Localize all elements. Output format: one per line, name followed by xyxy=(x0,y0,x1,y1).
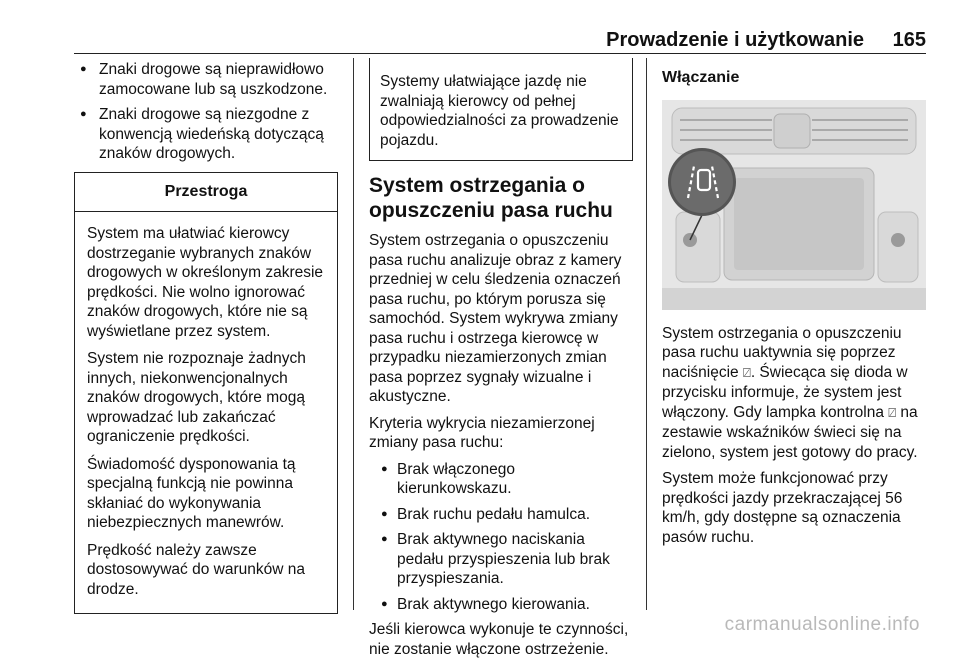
column-middle xyxy=(369,60,633,666)
note-text: Systemy ułatwiające jazdę nie zwalniają kierowcy od pełnej odpowiedzialności za prowadzenie pojazdu. xyxy=(380,73,619,149)
watermark: carmanualsonline.info xyxy=(724,614,920,635)
criteria-list xyxy=(369,460,633,615)
page-number: 165 xyxy=(892,29,926,51)
column-divider xyxy=(353,58,354,610)
list-item: ● Brak aktywnego kierowania. xyxy=(369,595,633,615)
activation-paragraph: System ostrzegania o opuszczeniu pasa ruchu uaktywnia się poprzez naciśnięcie ⍁. Świecąca się dioda w przycisku informuje, że system jest włączony. Gdy lampka kontrolna ⍁ na zestawie wskaźników świeci się na zielono, system jest gotowy do pracy. xyxy=(662,324,918,461)
section-outro: Jeśli kierowca wykonuje te czynności, nie zostanie włączone ostrzeżenie. xyxy=(369,621,629,658)
warning-paragraph: System nie rozpoznaje żadnych innych, niekonwencjonalnych znaków drogowych, które mogą wprowadzać lub zakańczać ograniczenie prędkości. xyxy=(87,350,306,445)
column-divider xyxy=(646,58,647,610)
page-header xyxy=(74,27,926,54)
page-title: Prowadzenie i użytkowanie xyxy=(606,29,864,51)
criteria-label: Kryteria wykrycia niezamierzonej zmiany pasa ruchu: xyxy=(369,414,595,451)
column-right xyxy=(662,60,926,554)
dashboard-illustration xyxy=(662,100,926,310)
warning-paragraph: Świadomość dysponowania tą specjalną funkcją nie powinna skłaniać do wykonywania niebezpiecznych manewrów. xyxy=(87,455,296,531)
dashboard-drawing xyxy=(662,100,926,310)
speed-paragraph: System może funkcjonować przy prędkości jazdy przekraczającej 56 km/h, gdy dostępne są oznaczenia pasów ruchu. xyxy=(662,470,903,546)
warning-title: Przestroga xyxy=(75,172,337,213)
warning-paragraph: System ma ułatwiać kierowcy dostrzeganie wybranych znaków drogowych w określonym zakresie prędkości. Nie wolno ignorować znaków drogowych, które nie są wyświetlane przez system. xyxy=(87,225,324,340)
lane-departure-icon: ⍁ xyxy=(888,405,897,421)
list-item: ● Brak aktywnego naciskania pedału przyspieszenia lub brak przyspieszania. xyxy=(369,530,633,589)
warning-body xyxy=(75,212,337,613)
section-heading: System ostrzegania o opuszczeniu pasa ruchu xyxy=(369,174,613,222)
warning-box xyxy=(74,172,338,615)
warning-paragraph: Prędkość należy zawsze dostosowywać do warunków na drodze. xyxy=(87,541,305,598)
note-box xyxy=(369,58,633,161)
list-item: ● Znaki drogowe są niezgodne z konwencją wiedeńską dotyczącą znaków drogowych. xyxy=(74,105,338,164)
subsection-heading: Włączanie xyxy=(662,69,740,86)
bullet-list xyxy=(74,60,338,164)
list-item: ● Brak ruchu pedału hamulca. xyxy=(369,505,633,525)
list-item: ● Znaki drogowe są nieprawidłowo zamocowane lub są uszkodzone. xyxy=(74,60,338,99)
lane-departure-icon: ⍁ xyxy=(743,365,751,381)
column-left xyxy=(74,60,338,614)
section-intro: System ostrzegania o opuszczeniu pasa ruchu analizuje obraz z kamery przedniej w celu śledzenia oznaczeń pasa ruchu, po którym porusza się samochód. System wykrywa zmiany pasa ruchu i ostrzega kierowcę w przypadku niezamierzonych zmian pasa poprzez sygnały wizualne i akustyczne. xyxy=(369,232,622,405)
list-item: ● Brak włączonego kierunkowskazu. xyxy=(369,460,633,499)
